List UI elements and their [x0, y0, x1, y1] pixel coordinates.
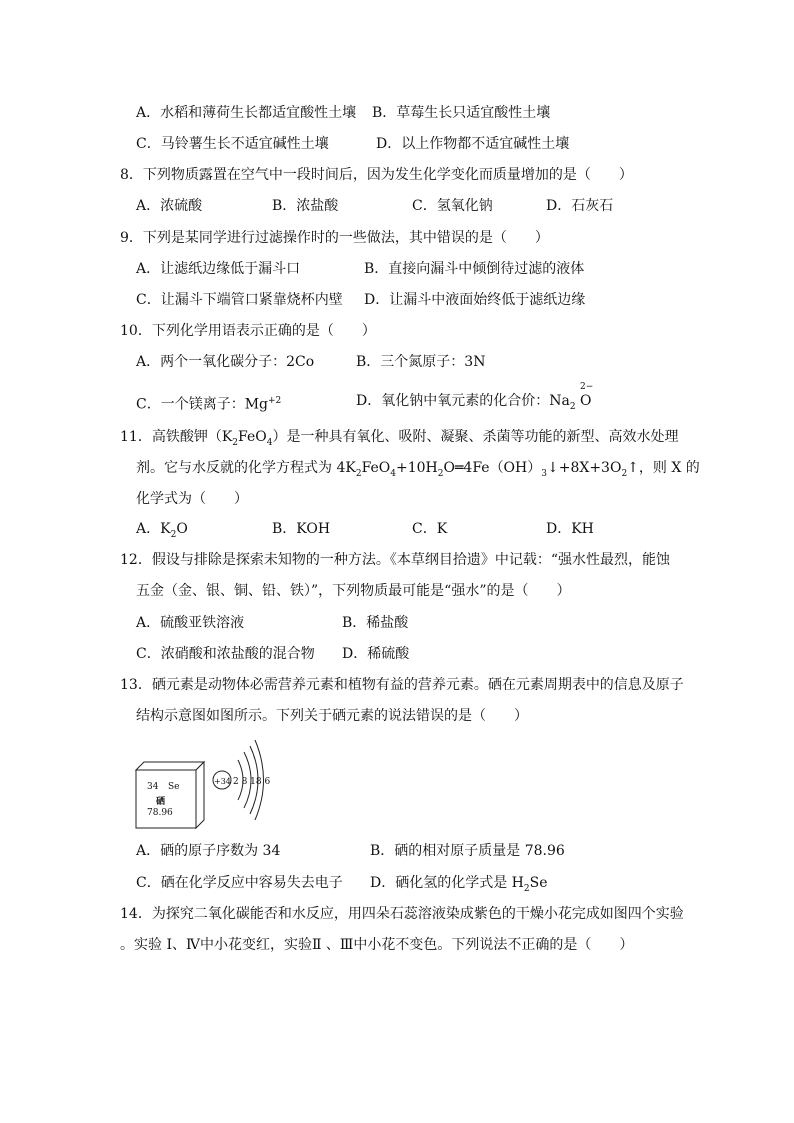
q7-option-b: B．草莓生长只适宜酸性土壤	[372, 105, 551, 121]
valence-label: 2−	[580, 382, 594, 392]
element-mass: 78.96	[147, 808, 173, 818]
valence-oxygen	[580, 382, 594, 410]
q12-option-c: C．浓硝酸和浓盐酸的混合物	[136, 646, 315, 662]
q8-option-b: B．浓盐酸	[272, 198, 339, 214]
q8-option-c: C．氢氧化钠	[412, 198, 493, 214]
q9-stem: 9．下列是某同学进行过滤操作时的一些做法，其中错误的是（ ）	[120, 230, 549, 246]
element-tile-illustration	[130, 756, 206, 832]
oxygen-symbol: O	[580, 393, 592, 409]
nucleus-charge: +34	[214, 777, 231, 786]
q9-option-a: A．让滤纸边缘低于漏斗口	[136, 261, 301, 277]
q11-text: FeO	[238, 429, 267, 445]
q11-text: 11．高铁酸钾（K	[120, 429, 233, 445]
q11-text: ↑，则 X 的	[627, 460, 700, 476]
mg-charge: +2	[268, 396, 282, 406]
q10-stem: 10．下列化学用语表示正确的是（ ）	[120, 323, 376, 339]
q13-option-c: C．硒在化学反应中容易失去电子	[136, 875, 343, 891]
subscript: 2	[232, 437, 239, 448]
subscript: 2	[621, 468, 628, 479]
q11-text: ）是一种具有氧化、吸附、凝聚、杀菌等功能的新型、高效水处理	[272, 429, 679, 445]
q9-option-b: B．直接向漏斗中倾倒待过滤的液体	[364, 261, 585, 277]
q11-stem-line1	[120, 428, 678, 452]
q11-option-a-text: A．K	[136, 521, 171, 537]
subscript: 3	[541, 468, 547, 479]
q11-stem-line3: 化学式为（ ）	[136, 491, 248, 507]
q8-stem: 8．下列物质露置在空气中一段时间后，因为发生化学变化而质量增加的是（ ）	[120, 167, 633, 183]
q12-option-a: A．硫酸亚铁溶液	[136, 615, 245, 631]
q14-stem-line1: 14．为探究二氧化碳能否和水反应，用四朵石蕊溶液染成紫色的干燥小花完成如图四个实验	[120, 906, 684, 922]
q11-option-a-suffix: O	[176, 521, 188, 537]
subscript: 2	[355, 468, 362, 479]
q11-text: O═4Fe（OH）	[443, 460, 542, 476]
subscript: 2	[437, 468, 444, 479]
q9-option-c: C．让漏斗下端管口紧靠烧杯内壁	[136, 292, 343, 308]
q10-option-c	[136, 392, 281, 414]
electron-shells: 2 8 18 6	[233, 777, 271, 787]
q12-option-d: D．稀硫酸	[342, 646, 410, 662]
subscript: 2	[523, 883, 530, 894]
q11-option-d: D．KH	[546, 521, 594, 537]
q13-stem-line2: 结构示意图如图所示。下列关于硒元素的说法错误的是（ ）	[136, 708, 528, 724]
q13-stem-line1: 13．硒元素是动物体必需营养元素和植物有益的营养元素。硒在元素周期表中的信息及原子	[120, 677, 684, 693]
q11-option-c: C．K	[412, 521, 448, 537]
q10-option-a: A．两个一氧化碳分子：2Co	[136, 354, 315, 370]
element-atomic-number: 34	[147, 782, 159, 792]
na-subscript: 2	[569, 401, 576, 412]
subscript: 4	[390, 468, 397, 479]
q11-text: FeO	[361, 460, 391, 476]
q13-option-d-text: D．硒化氢的化学式是 H	[370, 875, 524, 891]
subscript: 4	[266, 437, 273, 448]
q7-option-a: A．水稻和薄荷生长都适宜酸性土壤	[136, 105, 357, 121]
q7-option-c: C．马铃薯生长不适宜碱性土壤	[136, 136, 329, 152]
q13-option-d-suffix: Se	[529, 875, 548, 891]
q14-stem-line2: 。实验 Ⅰ、Ⅳ中小花变红，实验Ⅱ 、Ⅲ中小花不变色。下列说法不正确的是（ ）	[120, 937, 634, 953]
element-name: 硒	[156, 797, 166, 807]
q11-stem-line2	[136, 459, 700, 483]
q12-stem-line2: 五金（金、银、铜、铅、铁）”，下列物质最可能是“强水”的是（ ）	[136, 583, 571, 599]
q11-text: 剂。它与水反就的化学方程式为 4K	[136, 460, 356, 476]
q11-text: ↓+8X+3O	[546, 460, 622, 476]
q10-option-b: B．三个氮原子：3N	[356, 354, 486, 370]
element-symbol: Se	[168, 782, 180, 792]
q10-option-d-text: D．氧化钠中氧元素的化合价：Na	[356, 393, 570, 409]
q9-option-d: D．让漏斗中液面始终低于滤纸边缘	[364, 292, 586, 308]
q11-text: +10H	[396, 460, 438, 476]
q8-option-d: D．石灰石	[546, 198, 614, 214]
q13-option-d	[370, 874, 548, 898]
q11-option-b: B．KOH	[272, 521, 331, 537]
q10-option-c-text: C．一个镁离子：Mg	[136, 396, 269, 413]
q12-option-b: B．稀盐酸	[342, 615, 409, 631]
q8-option-a: A．浓硫酸	[136, 198, 203, 214]
q11-option-a	[136, 520, 188, 544]
q7-option-d: D．以上作物都不适宜碱性土壤	[376, 136, 570, 152]
q12-stem-line1: 12．假设与排除是探索未知物的一种方法。《本草纲目拾遗》中记载：“强水性最烈，能蚀	[120, 552, 670, 568]
q10-option-d	[356, 382, 594, 416]
q13-option-a: A．硒的原子序数为 34	[136, 843, 281, 859]
subscript: 2	[170, 529, 177, 540]
q13-option-b: B．硒的相对原子质量是 78.96	[370, 843, 565, 859]
